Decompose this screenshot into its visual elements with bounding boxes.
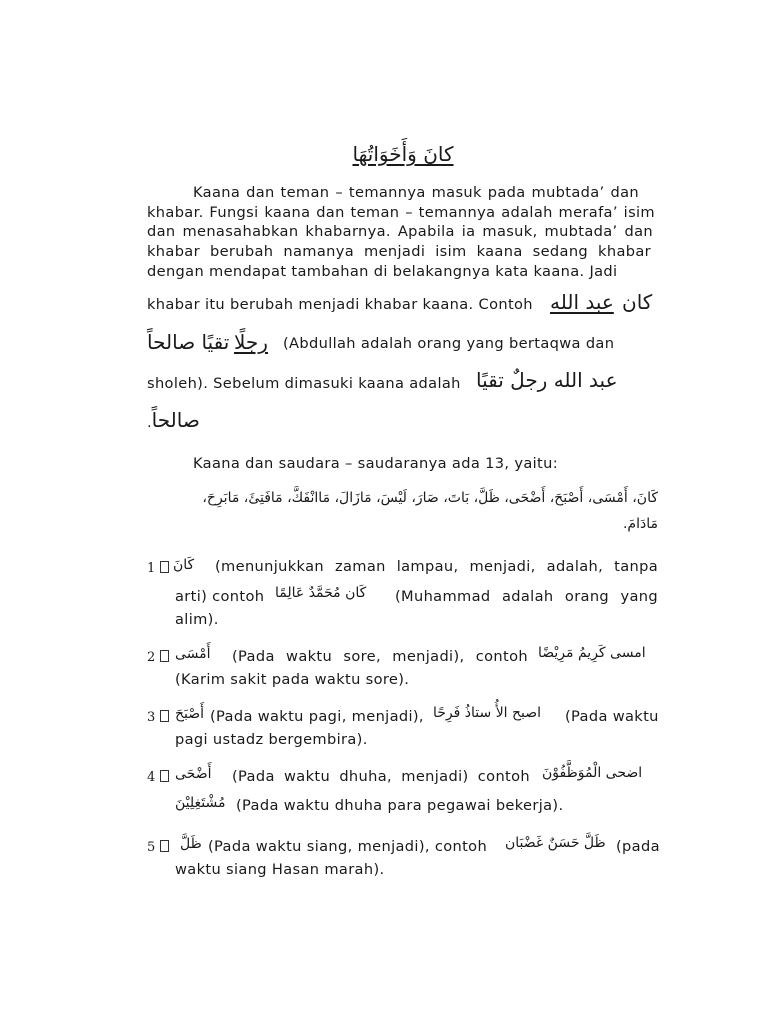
arabic-example-abdullah: عبد الله	[550, 290, 614, 314]
item-number-4: 4	[147, 770, 169, 785]
item-5-line-1: (Pada waktu siang, menjadi), contoh	[208, 838, 488, 855]
item-2-line-1: (Pada waktu sore, menjadi), contoh	[232, 648, 528, 665]
item-5-line-2: waktu siang Hasan marah).	[175, 861, 385, 878]
verbs-list-line-2: مَادَامَ.	[622, 516, 658, 532]
item-4-line-1: (Pada waktu dhuha, menjadi) contoh	[232, 768, 530, 785]
item-1-line-1: (menunjukkan zaman lampau, menjadi, adalah, tanpa	[215, 558, 658, 575]
item-3-line-1b: (Pada waktu	[565, 708, 659, 725]
item-1-verb: كَانَ	[173, 557, 195, 573]
item-2-line-2: (Karim sakit pada waktu sore).	[175, 671, 410, 688]
item-1-arabic-example: كَان مُحَمَّدٌ عَالِمًا	[275, 585, 367, 601]
item-number-5: 5	[147, 840, 169, 855]
item-number-1: 1	[147, 561, 169, 576]
item-number-3: 3	[147, 710, 169, 725]
item-5-arabic-example: ظَلَّ حَسَنٌ غَضْبَان	[505, 835, 606, 851]
sisters-count-line: Kaana dan saudara – saudaranya ada 13, yaitu:	[193, 455, 558, 472]
verbs-list-line-1: كَانَ، أَمْسَى، أَصْبَحَ، أَضْحَى، ظَلَّ، بَاتَ، صَارَ، لَيْسَ، مَازَالَ، مَاانْفَكَّ، مَافَتِئَ، مَابَرِحَ،	[202, 490, 658, 506]
item-1-line-2a: arti) contoh	[175, 588, 265, 605]
item-2-verb: أَمْسَى	[175, 646, 211, 662]
checkbox-glyph-icon	[160, 710, 169, 722]
item-3-line-2: pagi ustadz bergembira).	[175, 731, 368, 748]
intro-line-1: Kaana dan teman – temannya masuk pada mubtada’ dan	[193, 184, 639, 201]
item-5-line-1b: (pada	[616, 838, 660, 855]
item-1-line-2b: (Muhammad adalah orang yang	[395, 588, 658, 605]
item-3-line-1: (Pada waktu pagi, menjadi),	[210, 708, 424, 725]
arabic-example-kaana: كان	[622, 290, 653, 314]
item-4-arabic-continued: مُشْتَغِلِيْنَ	[175, 795, 226, 811]
arabic-before-kaana: عبد الله رجلٌ تقيًا	[476, 368, 618, 392]
checkbox-glyph-icon	[160, 840, 169, 852]
intro-line-3: dan menasahabkan khabarnya. Apabila ia masuk, mubtada’ dan	[147, 223, 653, 240]
item-4-arabic-example: اضحى الْمُوَظَّفُوْنَ	[542, 765, 643, 781]
intro-line-2: khabar. Fungsi kaana dan teman – temannya adalah merafa’ isim	[147, 204, 655, 221]
intro-line-5: dengan mendapat tambahan di belakangnya kata kaana. Jadi	[147, 263, 618, 280]
item-1-line-3: alim).	[175, 611, 219, 628]
before-kaana-text: sholeh). Sebelum dimasuki kaana adalah	[147, 375, 461, 392]
checkbox-glyph-icon	[160, 561, 169, 573]
item-4-line-2: (Pada waktu dhuha para pegawai bekerja).	[236, 797, 564, 814]
item-4-verb: أَضْحَى	[175, 766, 212, 782]
intro-line-4: khabar berubah namanya menjadi isim kaana sedang khabar	[147, 243, 651, 260]
page-title: كانَ وَأَخَوَاتُهَا	[352, 142, 454, 166]
arabic-example-rest: تقيًا صالحاً	[147, 330, 230, 354]
checkbox-glyph-icon	[160, 650, 169, 662]
translation-line-1: (Abdullah adalah orang yang bertaqwa dan	[283, 335, 615, 352]
arabic-example-rajul: رجلًا	[234, 330, 268, 354]
intro-line-6: khabar itu berubah menjadi khabar kaana. Contoh	[147, 296, 533, 313]
checkbox-glyph-icon	[160, 770, 169, 782]
item-5-verb: ظَلَّ	[180, 836, 202, 852]
arabic-salih: صالحاً.	[147, 408, 200, 432]
item-number-2: 2	[147, 650, 169, 665]
period: .	[147, 414, 152, 431]
item-3-arabic-example: اصبح الأُ ستاذُ فَرِحًا	[433, 705, 542, 721]
item-3-verb: أَصْبَحَ	[175, 706, 205, 722]
item-2-arabic-example: امسى كَرِيمُ مَرِيْضًا	[538, 645, 646, 661]
